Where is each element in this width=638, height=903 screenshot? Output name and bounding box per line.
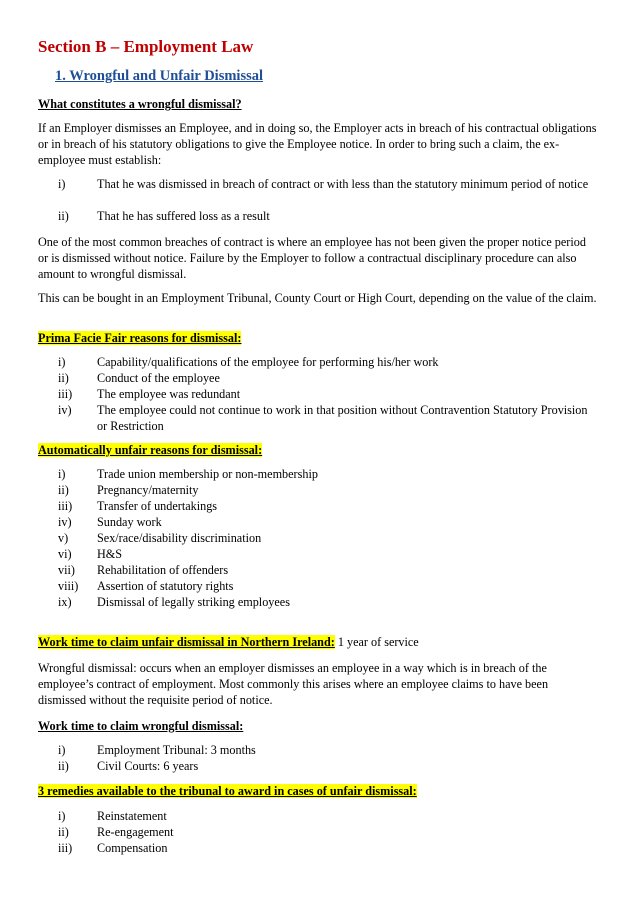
list-item: Compensation — [97, 841, 168, 855]
list-item: The employee was redundant — [97, 387, 241, 401]
subsection-title: 1. Wrongful and Unfair Dismissal — [55, 68, 264, 84]
list-number: iii) — [58, 841, 73, 855]
list-number: i) — [58, 743, 66, 757]
list-item: That he has suffered loss as a result — [97, 209, 270, 223]
list-item: Civil Courts: 6 years — [97, 759, 199, 773]
list-item: Sex/race/disability discrimination — [97, 531, 262, 545]
list-number: ii) — [58, 759, 69, 773]
list-number: v) — [58, 531, 69, 545]
wrongful-question-heading: What constitutes a wrongful dismissal? — [38, 97, 242, 111]
list-item: Rehabilitation of offenders — [97, 563, 229, 577]
list-item: Transfer of undertakings — [97, 499, 218, 513]
list-number: i) — [58, 177, 66, 191]
list-number: i) — [58, 809, 66, 823]
list-item: Conduct of the employee — [97, 371, 220, 385]
wrongful-paragraph: Wrongful dismissal: occurs when an employer dismisses an employee in a way which is in breach of the employee’s contract of employment. Most commonly this arises where an employee claims to have been dismissed without the requisite period of notice. — [38, 661, 549, 707]
list-number: iii) — [58, 499, 73, 513]
list-item: Capability/qualifications of the employee for performing his/her work — [97, 355, 439, 369]
list-number: iv) — [58, 515, 72, 529]
list-number: i) — [58, 355, 66, 369]
list-item: Re-engagement — [97, 825, 174, 839]
breach-paragraph: One of the most common breaches of contract is where an employee has not been given the proper notice period or is dismissed without notice. Failure by the Employer to follow a contractual disciplinary procedure can also amount to wrongful dismissal. — [38, 235, 586, 281]
intro-paragraph: If an Employer dismisses an Employee, and in doing so, the Employer acts in breach of his contractual obligations or in breach of his statutory obligations to give the Employee notice. In order to bring such a claim, the ex-employee must establish: — [38, 121, 597, 167]
remedies-heading: 3 remedies available to the tribunal to award in cases of unfair dismissal: — [38, 784, 417, 798]
list-number: iv) — [58, 403, 72, 417]
list-number: iii) — [58, 387, 73, 401]
list-number: ii) — [58, 483, 69, 497]
list-number: ii) — [58, 371, 69, 385]
wrongful-claim-heading: Work time to claim wrongful dismissal: — [38, 719, 244, 733]
list-item: Trade union membership or non-membership — [97, 467, 318, 481]
ni-claim-value: 1 year of service — [334, 635, 419, 649]
list-item: Pregnancy/maternity — [97, 483, 199, 497]
fair-reasons-heading: Prima Facie Fair reasons for dismissal: — [38, 331, 242, 345]
list-item: Employment Tribunal: 3 months — [97, 743, 256, 757]
ni-claim-heading: Work time to claim unfair dismissal in Northern Ireland: — [38, 635, 335, 649]
list-item: H&S — [97, 547, 123, 561]
list-number: i) — [58, 467, 66, 481]
list-item: Dismissal of legally striking employees — [97, 595, 290, 609]
list-item: That he was dismissed in breach of contract or with less than the statutory minimum period of notice — [97, 177, 589, 191]
unfair-reasons-heading: Automatically unfair reasons for dismissal: — [38, 443, 263, 457]
list-number: ii) — [58, 209, 69, 223]
list-item: The employee could not continue to work in that position without Contravention Statutory Provision or Restriction — [97, 403, 588, 433]
list-number: vi) — [58, 547, 72, 561]
list-item: Reinstatement — [97, 809, 167, 823]
list-item: Sunday work — [97, 515, 162, 529]
list-number: vii) — [58, 563, 75, 577]
tribunal-paragraph: This can be bought in an Employment Tribunal, County Court or High Court, depending on the value of the claim. — [38, 291, 597, 305]
section-title: Section B – Employment Law — [38, 37, 254, 56]
list-number: ix) — [58, 595, 72, 609]
list-number: ii) — [58, 825, 69, 839]
list-item: Assertion of statutory rights — [97, 579, 234, 593]
ni-claim-line — [38, 634, 419, 650]
list-number: viii) — [58, 579, 79, 593]
